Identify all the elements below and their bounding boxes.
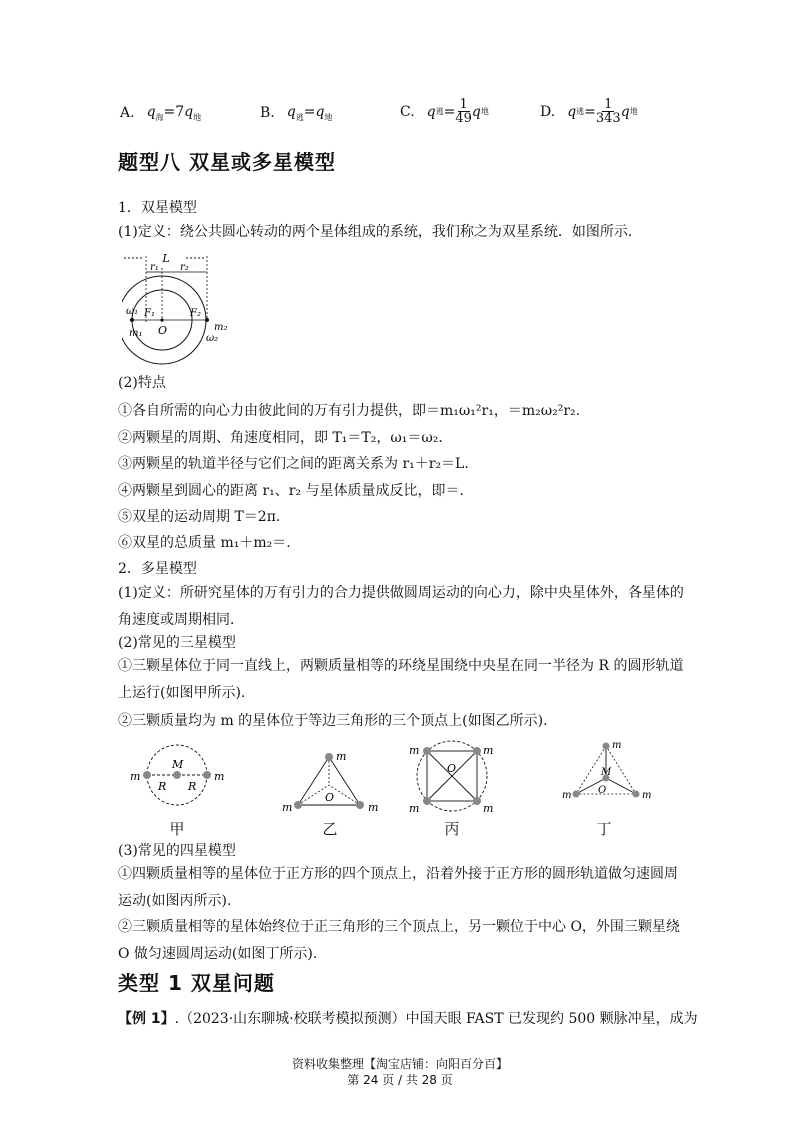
four-star-heading: (3)常见的四星模型	[118, 843, 236, 859]
feature-4: ④两颗星到圆心的距离 r₁、r₂ 与星体质量成反比，即＝.	[118, 483, 464, 499]
option-d-formula: q 逃 = $\frac{1}{343}$ q 地	[567, 97, 638, 126]
option-b-formula: $q_逃=q_地$	[286, 104, 333, 122]
caption-jia: 甲	[169, 820, 185, 838]
three-star-heading: (2)常见的三星模型	[118, 635, 236, 651]
option-a[interactable]	[120, 104, 201, 123]
feature-1: ①各自所需的向心力由彼此间的万有引力提供，即＝m₁ω₁²r₁，＝m₂ω₂²r₂.	[118, 403, 581, 419]
jia-star-left	[143, 771, 151, 779]
label-r1: r₁	[150, 262, 159, 273]
bing-label-m-tr: m	[483, 744, 494, 757]
star-m1	[130, 318, 134, 322]
bing-label-m-bl: m	[409, 802, 420, 815]
option-a-label: A.	[120, 105, 135, 122]
label-L: L	[162, 252, 170, 265]
option-b[interactable]	[260, 104, 332, 123]
bing-star-br	[473, 797, 481, 805]
binary-heading: 1．双星模型	[118, 200, 197, 216]
multi-heading: 2．多星模型	[118, 561, 197, 577]
yi-star-top	[325, 753, 333, 761]
figure-bing	[400, 738, 510, 823]
option-c-formula: q 逃 = $\frac{1}{49}$ q 地	[426, 97, 489, 126]
figure-ding	[560, 738, 660, 808]
center-dot	[160, 318, 163, 321]
ding-star-left	[573, 791, 580, 798]
three-star-2: ②三颗质量均为 m 的星体位于等边三角形的三个顶点上(如图乙所示).	[118, 713, 548, 729]
feature-6: ⑥双星的总质量 m₁＋m₂＝.	[118, 535, 291, 551]
caption-bing: 丙	[444, 820, 460, 838]
figure-yi	[276, 745, 386, 820]
bing-label-m-br: m	[483, 802, 494, 815]
label-F2: F₂	[190, 308, 201, 319]
bing-star-tr	[473, 747, 481, 755]
option-b-label: B.	[260, 105, 275, 122]
jia-star-right	[203, 771, 211, 779]
feature-2: ②两颗星的周期、角速度相同，即 T₁＝T₂，ω₁＝ω₂.	[118, 430, 443, 446]
option-d[interactable]	[540, 98, 638, 125]
figure-jia	[120, 740, 230, 820]
jia-label-R-right: R	[188, 780, 197, 793]
label-m1: m₁	[129, 328, 143, 339]
option-d-label: D.	[540, 103, 556, 120]
yi-star-right	[356, 801, 364, 809]
star-m2	[205, 318, 209, 322]
option-a-formula: $q_海=7q_地$	[146, 104, 202, 122]
bing-label-O: O	[447, 762, 457, 775]
bing-star-bl	[423, 797, 431, 805]
option-c-label: C.	[400, 103, 415, 120]
jia-label-M: M	[172, 758, 184, 771]
jia-label-R-left: R	[158, 780, 167, 793]
example-text: .（2023·山东聊城·校联考模拟预测）中国天眼 FAST 已发现约 500 颗脉冲星，成为	[174, 1011, 698, 1027]
type-title: 类型 1 双星问题	[118, 971, 275, 995]
multi-definition: (1)定义：所研究星体的万有引力的合力提供做圆周运动的向心力，除中央星体外，各星体的角速度或周期相同．	[118, 585, 684, 628]
ding-label-M: M	[601, 767, 612, 778]
answer-options	[120, 97, 740, 136]
jia-star-center	[173, 771, 181, 779]
footer-page-number: 第 24 页 / 共 28 页	[347, 1073, 453, 1087]
yi-label-m-top: m	[336, 750, 347, 763]
features-heading: (2)特点	[118, 375, 166, 391]
binary-star-diagram	[122, 248, 242, 378]
section-title: 题型八 双星或多星模型	[118, 150, 336, 174]
ding-label-m-right: m	[642, 790, 652, 801]
example-tag: 【例 1】	[118, 1011, 175, 1027]
four-star-2: ②三颗质量相等的星体始终位于正三角形的三个顶点上，另一颗位于中心 O，外围三颗星绕 O 做匀速圆周运动(如图丁所示).	[118, 919, 680, 962]
option-c[interactable]	[400, 98, 489, 125]
ding-label-m-left: m	[562, 790, 572, 801]
label-O: O	[158, 324, 168, 337]
footer-source: 资料收集整理【淘宝店铺：向阳百分百】	[291, 1057, 508, 1071]
yi-label-m-right: m	[368, 801, 379, 814]
feature-5: ⑤双星的运动周期 T＝2π.	[118, 509, 281, 525]
caption-yi: 乙	[322, 820, 338, 838]
label-F1: F₁	[144, 308, 155, 319]
three-star-1: ①三颗星体位于同一直线上，两颗质量相等的环绕星围绕中央星在同一半径为 R 的圆形轨道上运行(如图甲所示).	[118, 658, 684, 701]
binary-definition: (1)定义：绕公共圆心转动的两个星体组成的系统，我们称之为双星系统．如图所示．	[118, 224, 642, 240]
label-w2: ω₂	[206, 333, 219, 344]
caption-ding: 丁	[596, 820, 612, 838]
bing-label-m-tl: m	[409, 744, 420, 757]
ding-label-m-top: m	[612, 740, 622, 751]
example-1	[118, 1008, 698, 1028]
ding-star-right	[633, 791, 640, 798]
label-m2: m₂	[214, 322, 228, 333]
ding-star-top	[603, 743, 610, 750]
bing-star-tl	[423, 747, 431, 755]
label-r2: r₂	[180, 262, 189, 273]
label-w1: ω₁	[126, 306, 139, 317]
jia-label-m-right: m	[214, 770, 225, 783]
four-star-1: ①四颗质量相等的星体位于正方形的四个顶点上，沿着外接于正方形的圆形轨道做匀速圆周运动(如图丙所示).	[118, 866, 678, 909]
yi-label-O: O	[325, 791, 335, 804]
jia-label-m-left: m	[130, 770, 141, 783]
yi-label-m-left: m	[282, 801, 293, 814]
yi-star-left	[294, 801, 302, 809]
feature-3: ③两颗星的轨道半径与它们之间的距离关系为 r₁＋r₂＝L.	[118, 456, 469, 472]
ding-label-O: O	[598, 785, 607, 796]
